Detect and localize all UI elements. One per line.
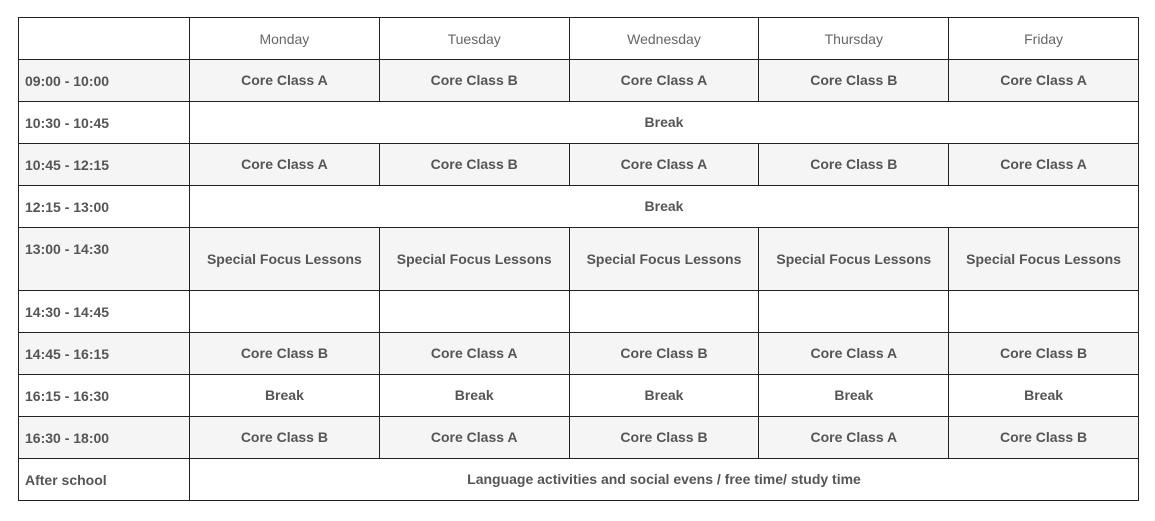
after-school-activities: Language activities and social evens / free time/ study time xyxy=(190,459,1139,501)
class-cell: Special Focus Lessons xyxy=(190,228,380,291)
class-cell: Core Class B xyxy=(569,417,759,459)
class-cell: Core Class A xyxy=(190,144,380,186)
day-header-friday: Friday xyxy=(949,18,1139,60)
time-slot: 14:45 - 16:15 xyxy=(19,333,190,375)
table-row xyxy=(19,60,1139,102)
time-slot: 12:15 - 13:00 xyxy=(19,186,190,228)
table-row xyxy=(19,228,1139,291)
empty-cell xyxy=(190,291,380,333)
break-cell: Break xyxy=(569,375,759,417)
class-cell: Core Class A xyxy=(569,60,759,102)
table-row xyxy=(19,186,1139,228)
break-cell: Break xyxy=(190,186,1139,228)
empty-cell xyxy=(569,291,759,333)
table-row xyxy=(19,291,1139,333)
day-header-monday: Monday xyxy=(190,18,380,60)
time-slot: 10:30 - 10:45 xyxy=(19,102,190,144)
break-cell: Break xyxy=(379,375,569,417)
class-cell: Core Class B xyxy=(759,144,949,186)
day-header-wednesday: Wednesday xyxy=(569,18,759,60)
empty-cell xyxy=(759,291,949,333)
table-row xyxy=(19,144,1139,186)
class-cell: Special Focus Lessons xyxy=(949,228,1139,291)
class-cell: Core Class A xyxy=(379,417,569,459)
time-slot: After school xyxy=(19,459,190,501)
class-cell: Core Class A xyxy=(949,144,1139,186)
time-slot: 09:00 - 10:00 xyxy=(19,60,190,102)
class-cell: Special Focus Lessons xyxy=(569,228,759,291)
table-row xyxy=(19,417,1139,459)
class-cell: Core Class B xyxy=(379,144,569,186)
class-cell: Core Class B xyxy=(759,60,949,102)
class-cell: Core Class A xyxy=(569,144,759,186)
class-cell: Core Class A xyxy=(379,333,569,375)
empty-cell xyxy=(379,291,569,333)
day-header-tuesday: Tuesday xyxy=(379,18,569,60)
time-slot: 10:45 - 12:15 xyxy=(19,144,190,186)
class-cell: Core Class B xyxy=(569,333,759,375)
break-cell: Break xyxy=(759,375,949,417)
class-cell: Core Class A xyxy=(190,60,380,102)
class-cell: Special Focus Lessons xyxy=(379,228,569,291)
empty-cell xyxy=(949,291,1139,333)
table-row xyxy=(19,459,1139,501)
timetable xyxy=(18,17,1139,501)
table-row xyxy=(19,102,1139,144)
class-cell: Core Class A xyxy=(759,417,949,459)
class-cell: Core Class B xyxy=(190,333,380,375)
day-header-thursday: Thursday xyxy=(759,18,949,60)
class-cell: Core Class B xyxy=(190,417,380,459)
time-slot: 13:00 - 14:30 xyxy=(19,228,190,291)
time-slot: 16:15 - 16:30 xyxy=(19,375,190,417)
corner-cell xyxy=(19,18,190,60)
time-slot: 16:30 - 18:00 xyxy=(19,417,190,459)
class-cell: Core Class B xyxy=(949,417,1139,459)
header-row xyxy=(19,18,1139,60)
class-cell: Core Class B xyxy=(949,333,1139,375)
table-row xyxy=(19,333,1139,375)
break-cell: Break xyxy=(190,102,1139,144)
class-cell: Core Class A xyxy=(949,60,1139,102)
break-cell: Break xyxy=(190,375,380,417)
class-cell: Core Class B xyxy=(379,60,569,102)
table-row xyxy=(19,375,1139,417)
class-cell: Special Focus Lessons xyxy=(759,228,949,291)
class-cell: Core Class A xyxy=(759,333,949,375)
time-slot: 14:30 - 14:45 xyxy=(19,291,190,333)
break-cell: Break xyxy=(949,375,1139,417)
